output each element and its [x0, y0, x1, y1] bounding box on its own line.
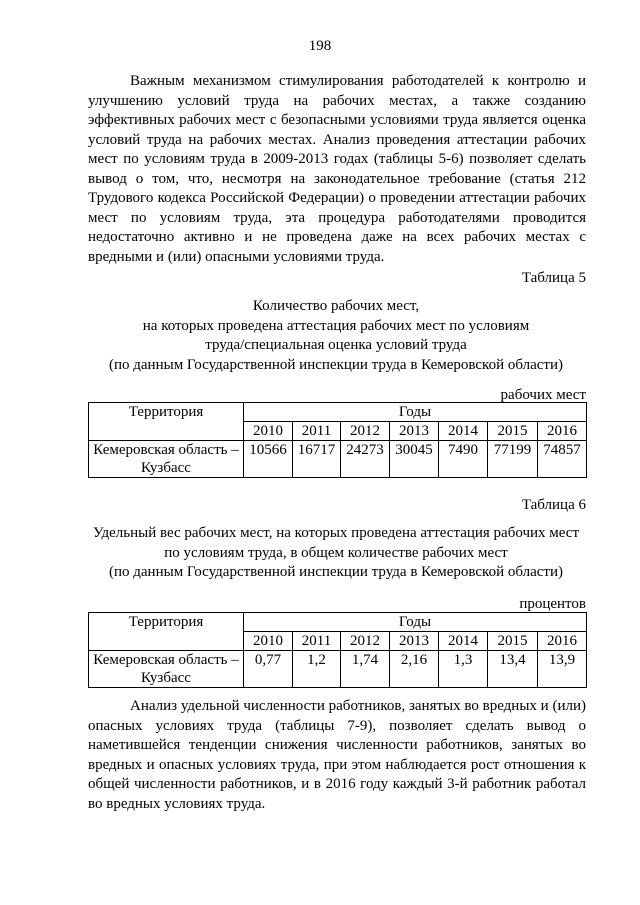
table6-data-row	[89, 651, 587, 688]
table5-territory-cell	[89, 441, 244, 478]
table5-units: рабочих мест	[500, 387, 586, 403]
table6-title-line: по условиям труда, в общем количестве рабочих мест	[164, 544, 508, 561]
table5-value: 30045	[390, 441, 439, 478]
table6	[88, 612, 587, 688]
table5-year: 2015	[488, 422, 538, 441]
table6-territory-cell	[89, 651, 244, 688]
table5-year: 2014	[439, 422, 488, 441]
table5-title-line: (по данным Государственной инспекции труда в Кемеровской области)	[109, 356, 563, 373]
paragraph-analysis: Анализ удельной численности работников, занятых во вредных и (или) опасных условиях труда (таблицы 7-9), позволяет сделать вывод о наметившейся тенденции снижения численности работников, занятых во вредных и опасных условиях труда, при этом наблюдается рост отношения к общей численности работников, и в 2016 году каждый 3-й работник работал во вредных условиях труда.	[88, 698, 586, 812]
table5-year: 2012	[341, 422, 390, 441]
table6-value: 2,16	[390, 651, 439, 688]
table5-header-territory: Территория	[89, 403, 244, 441]
table6-title-line: (по данным Государственной инспекции труда в Кемеровской области)	[109, 564, 563, 580]
table5-value: 7490	[439, 441, 488, 478]
table5-header-years: Годы	[244, 403, 587, 422]
table6-year: 2010	[244, 632, 293, 651]
table5-title-line: Количество рабочих мест,	[252, 298, 420, 314]
territory-line: Кемеровская область –	[93, 442, 239, 458]
table5	[88, 402, 587, 478]
table5-year: 2013	[390, 422, 439, 441]
table6-year: 2013	[390, 632, 439, 651]
paragraph-intro: Важным механизмом стимулирования работодателей к контролю и улучшению условий труда на рабочих местах, а также созданию эффективных рабочих мест с безопасными условиями труда является оценка условий труда на рабочих местах. Анализ проведения аттестации рабочих мест по условиям труда в 2009-2013 годах (таблицы 5-6) позволяет сделать вывод о том, что, несмотря на законодательное требование (статья 212 Трудового кодекса Российской Федерации) о проведении аттестации рабочих мест по условиям труда, эта процедура работодателями проводится недостаточно активно и не проведена даже на всех рабочих местах с вредными и (или) опасными условиями труда.	[88, 73, 586, 265]
territory-line: Кузбасс	[141, 460, 191, 476]
table5-year: 2010	[244, 422, 293, 441]
table6-year: 2011	[293, 632, 341, 651]
page-number: 198	[308, 38, 332, 54]
table6-year: 2016	[538, 632, 587, 651]
table5-title-line: труда/специальная оценка условий труда	[205, 337, 467, 353]
table5-title	[80, 297, 592, 375]
table6-year: 2015	[488, 632, 538, 651]
table5-value: 24273	[341, 441, 390, 478]
table6-title-line: Удельный вес рабочих мест, на которых проведена аттестация рабочих мест	[92, 525, 580, 541]
table6-header-years: Годы	[244, 613, 587, 632]
table6-value: 1,74	[341, 651, 390, 688]
table5-year: 2016	[538, 422, 587, 441]
table6-year: 2014	[439, 632, 488, 651]
territory-line: Кемеровская область –	[93, 652, 239, 668]
table6-value: 1,2	[293, 651, 341, 688]
table5-value: 16717	[293, 441, 341, 478]
table5-data-row	[89, 441, 587, 478]
table6-value: 1,3	[439, 651, 488, 688]
table6-header-territory: Территория	[89, 613, 244, 651]
table6-label: Таблица 6	[521, 497, 586, 513]
table6-units: процентов	[519, 596, 586, 612]
table6-value: 13,4	[488, 651, 538, 688]
table6-value: 13,9	[538, 651, 587, 688]
table5-value: 74857	[538, 441, 587, 478]
table6-title	[80, 524, 592, 583]
territory-line: Кузбасс	[141, 670, 191, 686]
table5-value: 10566	[244, 441, 293, 478]
table5-year: 2011	[293, 422, 341, 441]
table5-label: Таблица 5	[521, 270, 586, 286]
table5-value: 77199	[488, 441, 538, 478]
table6-value: 0,77	[244, 651, 293, 688]
table6-year: 2012	[341, 632, 390, 651]
table5-title-line: на которых проведена аттестация рабочих мест по условиям	[142, 317, 530, 334]
